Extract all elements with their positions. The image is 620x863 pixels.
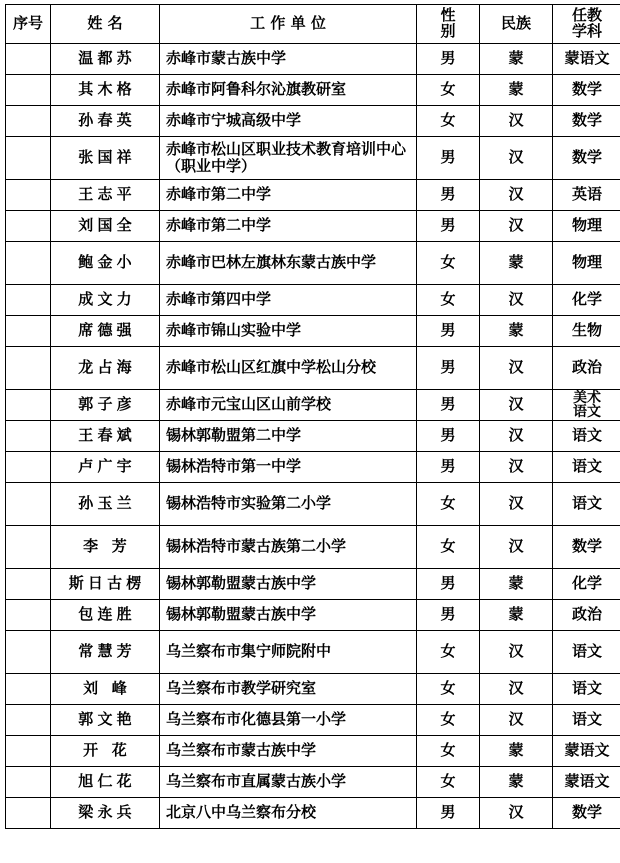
cell-name [51,316,160,347]
cell-subject: 语文 [553,631,620,674]
cell-sex: 女 [417,736,480,767]
cell-name [51,705,160,736]
cell-name [51,44,160,75]
cell-subject: 数学 [553,137,620,180]
cell-seq [6,767,51,798]
cell-seq [6,705,51,736]
cell-unit: 乌兰察布市化德县第一小学 [160,705,417,736]
cell-name [51,526,160,569]
cell-name [51,242,160,285]
table-row [6,390,620,421]
cell-sex: 女 [417,106,480,137]
cell-ethnicity: 蒙 [480,242,553,285]
table-row [6,316,620,347]
cell-subject: 政治 [553,347,620,390]
cell-name-text: 刘国全 [78,216,136,235]
cell-ethnicity: 蒙 [480,316,553,347]
cell-unit: 北京八中乌兰察布分校 [160,798,417,829]
cell-subject: 化学 [553,569,620,600]
cell-ethnicity: 汉 [480,705,553,736]
table-row [6,44,620,75]
cell-sex: 男 [417,390,480,421]
cell-unit: 赤峰市巴林左旗林东蒙古族中学 [160,242,417,285]
cell-name [51,180,160,211]
cell-name-text: 鲍金小 [78,253,136,272]
cell-subject: 物理 [553,242,620,285]
cell-seq [6,44,51,75]
cell-unit: 锡林浩特市第一中学 [160,452,417,483]
cell-sex: 男 [417,569,480,600]
table-row [6,452,620,483]
cell-unit: 锡林郭勒盟第二中学 [160,421,417,452]
cell-name [51,285,160,316]
column-header-ethnicity: 民族 [480,5,553,44]
cell-name-text: 刘 峰 [83,679,131,698]
table-row [6,285,620,316]
cell-unit: 赤峰市宁城高级中学 [160,106,417,137]
cell-ethnicity: 汉 [480,211,553,242]
cell-seq [6,600,51,631]
table-row [6,705,620,736]
table-row [6,631,620,674]
header-row [6,5,620,44]
cell-ethnicity: 汉 [480,137,553,180]
cell-ethnicity: 汉 [480,180,553,211]
cell-unit: 锡林郭勒盟蒙古族中学 [160,600,417,631]
table-row [6,347,620,390]
cell-name [51,483,160,526]
cell-seq [6,316,51,347]
cell-seq [6,242,51,285]
cell-seq [6,736,51,767]
cell-subject-line1: 美术 [573,389,601,406]
cell-ethnicity: 蒙 [480,736,553,767]
cell-unit: 乌兰察布市直属蒙古族小学 [160,767,417,798]
cell-name-text: 斯日古楞 [68,574,146,593]
cell-seq [6,798,51,829]
cell-seq [6,421,51,452]
cell-ethnicity: 汉 [480,421,553,452]
cell-unit: 赤峰市第二中学 [160,211,417,242]
cell-ethnicity: 汉 [480,798,553,829]
cell-seq [6,106,51,137]
cell-name-text: 郭子彦 [78,395,136,414]
cell-unit: 锡林浩特市蒙古族第二小学 [160,526,417,569]
cell-unit: 赤峰市元宝山区山前学校 [160,390,417,421]
cell-sex: 女 [417,242,480,285]
cell-unit: 乌兰察布市蒙古族中学 [160,736,417,767]
column-header-name: 姓 名 [51,5,160,44]
cell-sex: 女 [417,75,480,106]
cell-subject: 政治 [553,600,620,631]
column-header-subject-line2: 学科 [571,22,602,40]
cell-sex: 女 [417,767,480,798]
cell-name-text: 梁永兵 [78,803,136,822]
cell-name [51,600,160,631]
cell-subject: 语文 [553,705,620,736]
cell-name-text: 其木格 [78,80,136,99]
cell-name [51,211,160,242]
cell-name-text: 孙玉兰 [78,494,136,513]
cell-seq [6,211,51,242]
cell-ethnicity: 蒙 [480,44,553,75]
column-header-seq: 序号 [6,5,51,44]
cell-sex: 女 [417,705,480,736]
cell-name [51,421,160,452]
cell-name-text: 孙春英 [78,111,136,130]
cell-unit: 赤峰市第二中学 [160,180,417,211]
column-header-subject [553,5,620,44]
table-body [6,44,620,829]
cell-subject [553,390,620,421]
cell-name [51,452,160,483]
cell-sex: 女 [417,631,480,674]
cell-subject: 化学 [553,285,620,316]
cell-unit: 赤峰市松山区职业技术教育培训中心（职业中学） [160,137,417,180]
table-row [6,421,620,452]
cell-sex: 男 [417,798,480,829]
cell-name-text: 卢广宇 [78,457,136,476]
cell-subject: 数学 [553,106,620,137]
cell-name [51,569,160,600]
cell-unit: 乌兰察布市集宁师院附中 [160,631,417,674]
cell-unit: 赤峰市第四中学 [160,285,417,316]
cell-seq [6,137,51,180]
cell-unit: 锡林浩特市实验第二小学 [160,483,417,526]
cell-subject: 蒙语文 [553,44,620,75]
cell-sex: 男 [417,137,480,180]
cell-subject: 蒙语文 [553,736,620,767]
table-row [6,674,620,705]
table-row [6,526,620,569]
table-row [6,242,620,285]
cell-seq [6,631,51,674]
cell-name-text: 常慧芳 [78,642,136,661]
cell-name-text: 张国祥 [78,148,136,167]
column-header-subject-line1: 任教 [571,6,602,25]
cell-sex: 女 [417,526,480,569]
table-row [6,736,620,767]
cell-subject: 语文 [553,421,620,452]
cell-name [51,390,160,421]
cell-name-text: 成文力 [78,290,136,309]
cell-ethnicity: 蒙 [480,75,553,106]
cell-unit: 赤峰市阿鲁科尔沁旗教研室 [160,75,417,106]
cell-name-text: 王志平 [78,185,136,204]
cell-sex: 男 [417,180,480,211]
cell-unit: 乌兰察布市教学研究室 [160,674,417,705]
table-header [6,5,620,44]
cell-seq [6,674,51,705]
cell-name-text: 席德强 [78,321,136,340]
cell-seq [6,180,51,211]
cell-name [51,75,160,106]
table-row [6,483,620,526]
cell-name-text: 龙占海 [78,358,136,377]
cell-ethnicity: 汉 [480,390,553,421]
cell-unit: 锡林郭勒盟蒙古族中学 [160,569,417,600]
cell-ethnicity: 汉 [480,347,553,390]
cell-sex: 女 [417,285,480,316]
cell-unit: 赤峰市松山区红旗中学松山分校 [160,347,417,390]
cell-seq [6,75,51,106]
column-header-sex [417,5,480,44]
table-row [6,798,620,829]
cell-name [51,106,160,137]
cell-name [51,347,160,390]
cell-unit: 赤峰市蒙古族中学 [160,44,417,75]
table-row [6,180,620,211]
cell-ethnicity: 蒙 [480,600,553,631]
cell-name-text: 王春斌 [78,426,136,445]
cell-subject: 蒙语文 [553,767,620,798]
table-row [6,767,620,798]
cell-name [51,631,160,674]
cell-sex: 男 [417,421,480,452]
cell-seq [6,526,51,569]
cell-seq [6,452,51,483]
cell-name [51,767,160,798]
cell-sex: 男 [417,44,480,75]
column-header-sex-line1: 性 [440,6,456,25]
cell-name-text: 包连胜 [78,605,136,624]
cell-seq [6,569,51,600]
cell-ethnicity: 汉 [480,526,553,569]
cell-sex: 男 [417,600,480,631]
cell-name [51,736,160,767]
cell-ethnicity: 汉 [480,631,553,674]
cell-ethnicity: 汉 [480,674,553,705]
cell-subject: 语文 [553,452,620,483]
cell-sex: 女 [417,674,480,705]
cell-name-text: 旭仁花 [78,772,136,791]
cell-subject: 数学 [553,526,620,569]
roster-table [5,4,620,829]
cell-subject: 语文 [553,483,620,526]
table-row [6,75,620,106]
cell-subject: 语文 [553,674,620,705]
cell-ethnicity: 蒙 [480,569,553,600]
cell-sex: 男 [417,316,480,347]
cell-sex: 男 [417,347,480,390]
table-row [6,137,620,180]
table-row [6,106,620,137]
cell-subject: 生物 [553,316,620,347]
column-header-sex-line2: 别 [440,22,456,40]
cell-subject: 物理 [553,211,620,242]
cell-unit: 赤峰市锦山实验中学 [160,316,417,347]
cell-subject: 数学 [553,75,620,106]
cell-sex: 男 [417,452,480,483]
table-row [6,569,620,600]
cell-name [51,674,160,705]
cell-seq [6,347,51,390]
column-header-unit: 工 作 单 位 [160,5,417,44]
cell-ethnicity: 汉 [480,483,553,526]
cell-ethnicity: 蒙 [480,767,553,798]
cell-name-text: 开 花 [83,741,131,760]
cell-subject: 英语 [553,180,620,211]
cell-sex: 男 [417,211,480,242]
cell-name-text: 温都苏 [78,49,136,68]
cell-ethnicity: 汉 [480,285,553,316]
cell-ethnicity: 汉 [480,106,553,137]
cell-subject-line2: 语文 [573,404,601,420]
cell-subject: 数学 [553,798,620,829]
cell-ethnicity: 汉 [480,452,553,483]
cell-seq [6,390,51,421]
cell-name-text: 郭文艳 [78,710,136,729]
cell-seq [6,285,51,316]
cell-sex: 女 [417,483,480,526]
cell-name-text: 李 芳 [83,537,131,556]
cell-name [51,798,160,829]
table-row [6,211,620,242]
cell-name [51,137,160,180]
cell-seq [6,483,51,526]
table-row [6,600,620,631]
